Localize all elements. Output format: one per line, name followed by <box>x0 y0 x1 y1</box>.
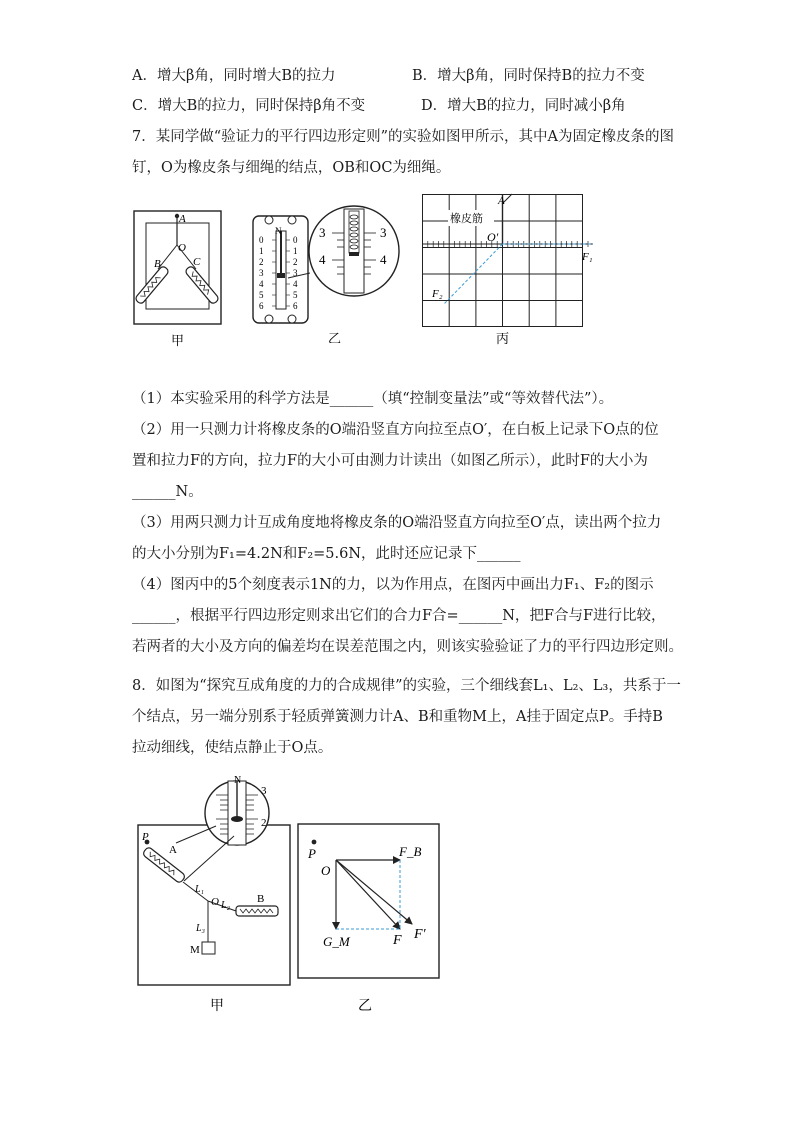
zoom-left-4: 4 <box>319 252 326 267</box>
caption-jia: 甲 <box>171 333 185 348</box>
label-o-prime: O′ <box>487 230 499 244</box>
label-o: O <box>321 863 331 878</box>
zoom-right-4: 4 <box>380 252 387 267</box>
label-a: A <box>169 844 177 856</box>
scale-left-2: 2 <box>259 257 264 267</box>
scale-left-5: 5 <box>259 290 264 300</box>
scale-left <box>259 235 264 311</box>
scale-left-0: 0 <box>259 235 264 245</box>
n-label: N <box>275 226 282 236</box>
scale-right-4: 4 <box>293 279 298 289</box>
option-d: D．增大B的拉力，同时减小β角 <box>421 98 626 114</box>
scale-left-4: 4 <box>259 279 264 289</box>
scale-right-1: 1 <box>293 246 298 256</box>
scale-left-6: 6 <box>259 301 264 311</box>
label-p: P <box>308 846 316 861</box>
scale-right-3: 3 <box>293 268 298 278</box>
scale-right-0: 0 <box>293 235 298 245</box>
label-b: B <box>154 258 161 270</box>
label-a: A <box>179 213 186 225</box>
label-o: O <box>178 242 186 254</box>
label-f: F <box>393 933 402 948</box>
q7-stem-line1: 7．某同学做“验证力的平行四边形定则”的实验如图甲所示，其中A为固定橡皮条的图 <box>132 129 675 145</box>
q7-sub2-line3: ______N。 <box>132 484 203 500</box>
label-f1: F₁ <box>582 251 593 263</box>
scale-right <box>293 235 298 311</box>
q8-figure-yi <box>296 820 444 1020</box>
label-l2: L₂ <box>221 900 231 911</box>
q7-sub4-line1: （4）图丙中的5个刻度表示1N的力，以为作用点，在图丙中画出力F₁、F₂的图示 <box>132 577 654 593</box>
caption-yi: 乙 <box>328 331 342 343</box>
option-b: B．增大β角，同时保持B的拉力不变 <box>412 68 645 84</box>
option-c: C．增大B的拉力，同时保持β角不变 <box>132 98 366 114</box>
q7-sub3-line2: 的大小分别为F₁=4.2N和F₂=5.6N，此时还应记录下______ <box>132 546 521 562</box>
scale-right-5: 5 <box>293 290 298 300</box>
caption-yi: 乙 <box>358 999 372 1014</box>
q7-sub4-line2: ______，根据平行四边形定则求出它们的合力F合=______N，把F合与F进行比较， <box>132 608 666 624</box>
scale-left-3: 3 <box>259 268 264 278</box>
q7-sub2-line2: 置和拉力F的方向，拉力F的大小可由测力计读出（如图乙所示），此时F的大小为 <box>132 453 648 469</box>
option-a: A．增大β角，同时增大B的拉力 <box>132 68 336 84</box>
label-m: M <box>190 944 200 956</box>
tick-2: 2 <box>261 817 267 829</box>
q7-figure-jia <box>130 205 230 365</box>
caption-jia: 甲 <box>210 999 224 1014</box>
label-b: B <box>257 893 265 905</box>
label-l3: L₃ <box>196 923 206 934</box>
scale-left-1: 1 <box>259 246 264 256</box>
scale-right-2: 2 <box>293 257 298 267</box>
label-c: C <box>193 256 201 268</box>
scale-right-6: 6 <box>293 301 298 311</box>
q8-stem-line1: 8．如图为“探究互成角度的力的合成规律”的实验，三个细线套L₁、L₂、L₃，共系于一 <box>132 678 681 694</box>
q7-stem-line2: 钉，O为橡皮条与细绳的结点，OB和OC为细绳。 <box>132 160 451 176</box>
q7-sub1: （1）本实验采用的科学方法是______（填“控制变量法”或“等效替代法”）。 <box>132 391 614 407</box>
q8-stem-line3: 拉动细线，使结点静止于O点。 <box>132 740 333 756</box>
label-gm: G_M <box>323 934 350 949</box>
zoom-right-3: 3 <box>380 225 387 240</box>
q7-sub4-line3: 若两者的大小及方向的偏差均在误差范围之内，则该实验验证了力的平行四边形定则。 <box>132 639 683 655</box>
label-o: O <box>211 896 219 908</box>
q7-sub2-line1: （2）用一只测力计将橡皮条的O端沿竖直方向拉至点O′，在白板上记录下O点的位 <box>132 422 659 438</box>
q8-figure-jia <box>136 773 296 1018</box>
rubber-label: 橡皮筋 <box>450 213 483 225</box>
q7-figure-bing <box>418 190 604 350</box>
zoom-left-3: 3 <box>319 225 326 240</box>
label-p: P <box>142 831 149 843</box>
tick-3: 3 <box>261 785 267 797</box>
label-f2: F₂ <box>432 288 443 300</box>
n-label: N <box>234 775 242 786</box>
label-fb: F_B <box>399 844 422 859</box>
q8-stem-line2: 个结点，另一端分别系于轻质弹簧测力计A、B和重物M上，A挂于固定点P。手持B <box>132 709 663 725</box>
caption-bing: 丙 <box>496 331 510 346</box>
label-l1: L₁ <box>195 884 205 895</box>
label-f-prime: F′ <box>414 927 426 942</box>
q7-figure-yi <box>248 203 403 343</box>
q7-sub3-line1: （3）用两只测力计互成角度地将橡皮条的O端沿竖直方向拉至O′点，读出两个拉力 <box>132 515 662 531</box>
label-a: A <box>498 195 505 207</box>
